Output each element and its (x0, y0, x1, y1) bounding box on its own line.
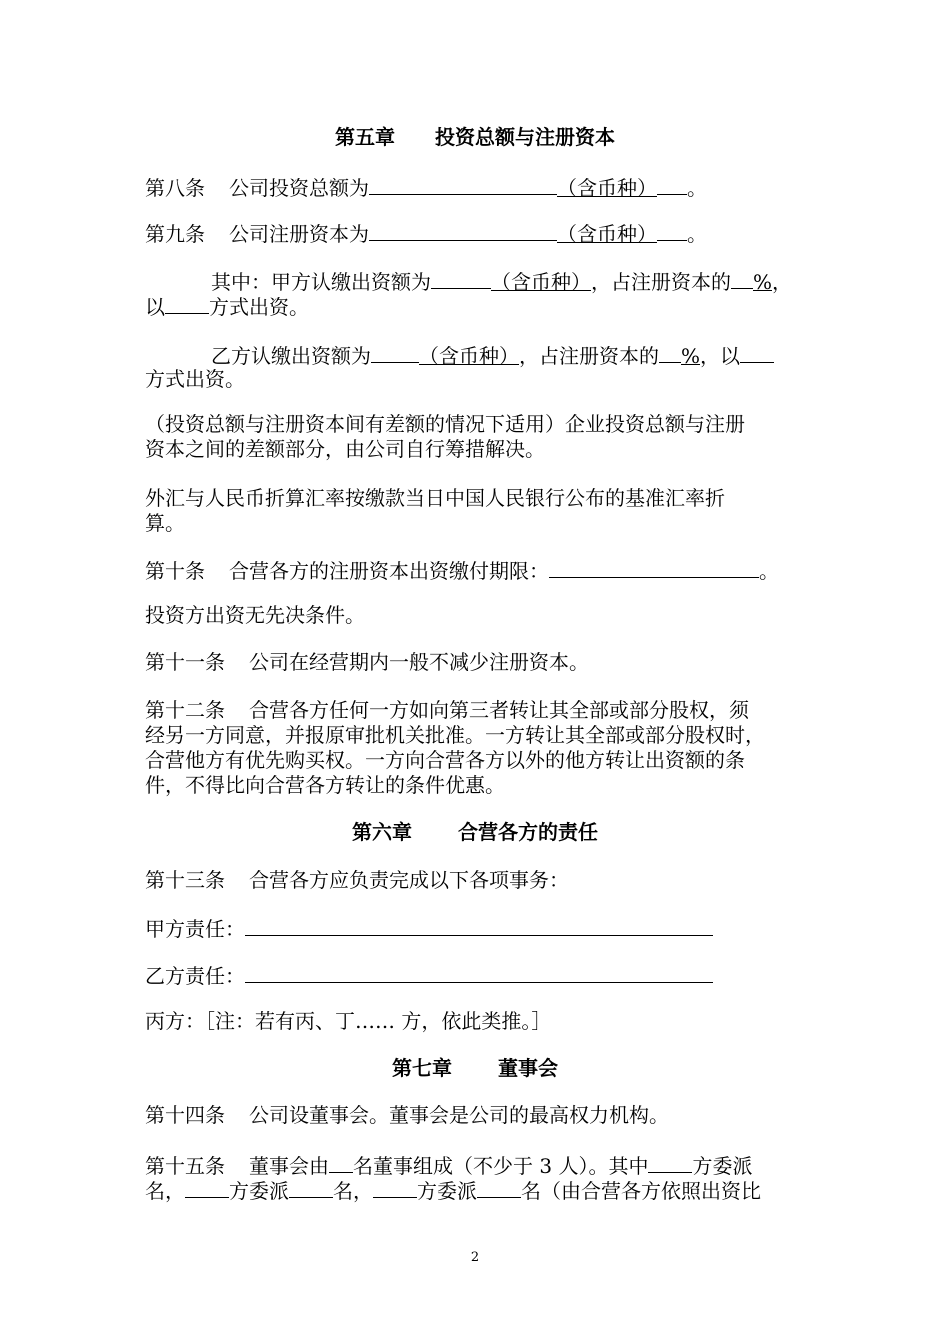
party-b-pct-blank (659, 342, 681, 363)
article-12-line2: 经另一方同意，并报原审批机关批准。一方转让其全部或部分股权时， (145, 723, 765, 747)
party-a-pct: % (753, 270, 773, 294)
article-15-text-5: 方委派 (229, 1179, 289, 1203)
article-9-end: 。 (687, 222, 707, 246)
article-10-text: 合营各方的注册资本出资缴付期限： (229, 559, 549, 583)
party-a-text: 其中：甲方认缴出资额为 (211, 270, 431, 294)
total-investment-blank (369, 174, 557, 195)
party-a-method-text: 方式出资。 (209, 295, 309, 319)
article-15-line2 (145, 1177, 815, 1203)
article-8-label: 第八条 (145, 176, 205, 200)
party-b-resp-label: 乙方责任： (145, 964, 245, 988)
party-b-pct: % (681, 344, 701, 368)
party-b-responsibilities (145, 962, 815, 988)
party-2-count-blank (289, 1177, 333, 1198)
party-3-count-blank (477, 1177, 521, 1198)
party-a-resp-blank (245, 915, 713, 936)
article-8-text: 公司投资总额为 (229, 176, 369, 200)
chapter-6-title: 第六章 (352, 820, 412, 844)
article-8 (145, 174, 815, 200)
fx-note-line1: 外汇与人民币折算汇率按缴款当日中国人民银行公布的基准汇率折 (145, 486, 725, 510)
article-14-label: 第十四条 (145, 1103, 225, 1127)
chapter-7-subtitle: 董事会 (498, 1056, 558, 1080)
party-a-contribution-line1 (211, 268, 881, 294)
article-8-blank-tail (657, 174, 687, 195)
party-a-amount-blank (431, 268, 491, 289)
chapter-7-title: 第七章 (392, 1056, 452, 1080)
chapter-6-subtitle: 合营各方的责任 (458, 820, 598, 844)
party-a-responsibilities (145, 915, 815, 941)
party-c-note: 丙方：［注：若有丙、丁…… 方，依此类推。］ (145, 1009, 552, 1033)
no-precondition: 投资方出资无先决条件。 (145, 603, 365, 627)
article-10-end: 。 (759, 559, 779, 583)
article-9-blank-tail (657, 220, 687, 241)
article-9-currency: （含币种） (557, 222, 657, 246)
difference-note-line1: （投资总额与注册资本间有差额的情况下适用）企业投资总额与注册 (145, 412, 745, 436)
article-15-text-4: 名， (145, 1179, 185, 1203)
article-13 (145, 868, 815, 892)
article-10-label: 第十条 (145, 559, 205, 583)
article-9 (145, 220, 815, 246)
article-12-text-1: 合营各方任何一方如向第三者转让其全部或部分股权，须 (249, 698, 749, 722)
party-b-text: 乙方认缴出资额为 (211, 344, 371, 368)
article-14 (145, 1103, 815, 1127)
party-a-contribution-line2 (145, 293, 815, 319)
page-number: 2 (470, 1250, 480, 1265)
article-15-label: 第十五条 (145, 1154, 225, 1178)
fx-note-line2: 算。 (145, 511, 185, 535)
party-b-contribution-line1 (211, 342, 881, 368)
party-a-share-text: ，占注册资本的 (591, 270, 731, 294)
article-9-text: 公司注册资本为 (229, 222, 369, 246)
article-14-text: 公司设董事会。董事会是公司的最高权力机构。 (249, 1103, 669, 1127)
article-11-label: 第十一条 (145, 650, 225, 674)
article-12-line4: 件，不得比向合营各方转让的条件优惠。 (145, 773, 505, 797)
party-b-share-text: ，占注册资本的 (519, 344, 659, 368)
difference-note-line2: 资本之间的差额部分，由公司自行筹措解决。 (145, 437, 545, 461)
chapter-6-heading (0, 819, 950, 845)
party-b-resp-blank (245, 962, 713, 983)
article-10 (145, 557, 815, 583)
article-15-text-7: 方委派 (417, 1179, 477, 1203)
party-b-contribution-line2 (145, 367, 815, 391)
article-11-text: 公司在经营期内一般不减少注册资本。 (249, 650, 589, 674)
chapter-7-heading (0, 1055, 950, 1081)
party-b-method-text: 方式出资。 (145, 367, 245, 391)
article-15-text-6: 名， (333, 1179, 373, 1203)
article-12-label: 第十二条 (145, 698, 225, 722)
party-b-method-blank (740, 342, 774, 363)
party-b-method-prefix: ，以 (700, 344, 741, 368)
chapter-5-subtitle: 投资总额与注册资本 (435, 125, 615, 149)
party-1-blank (648, 1152, 692, 1173)
party-b-amount-blank (371, 342, 419, 363)
registered-capital-blank (369, 220, 557, 241)
article-15-text-3: 方委派 (692, 1154, 753, 1178)
article-15-line1 (145, 1152, 815, 1178)
party-a-pct-blank (731, 268, 753, 289)
party-a-resp-label: 甲方责任： (145, 917, 245, 941)
director-count-blank (329, 1152, 353, 1173)
article-15-text-8: 名（由合营各方依照出资比 (521, 1179, 761, 1203)
article-12-line3: 合营他方有优先购买权。一方向合营各方以外的他方转让出资额的条 (145, 748, 745, 772)
party-a-method-blank (165, 293, 209, 314)
article-9-label: 第九条 (145, 222, 205, 246)
chapter-5-heading (0, 124, 950, 150)
article-13-label: 第十三条 (145, 868, 225, 892)
article-8-currency: （含币种） (557, 176, 657, 200)
article-12-line1 (145, 698, 815, 722)
party-a-currency: （含币种） (491, 270, 591, 294)
article-15-text-1: 董事会由 (249, 1154, 329, 1178)
article-15-text-2: 名董事组成（不少于 3 人）。其中 (353, 1154, 649, 1178)
chapter-5-title: 第五章 (335, 125, 395, 149)
party-a-comma: ， (772, 270, 793, 294)
party-2-blank (185, 1177, 229, 1198)
article-11 (145, 650, 815, 674)
payment-deadline-blank (549, 557, 759, 578)
article-8-end: 。 (687, 176, 707, 200)
article-13-text: 合营各方应负责完成以下各项事务： (249, 868, 569, 892)
party-b-currency: （含币种） (419, 344, 519, 368)
party-3-blank (373, 1177, 417, 1198)
party-a-method-prefix: 以 (145, 295, 165, 319)
